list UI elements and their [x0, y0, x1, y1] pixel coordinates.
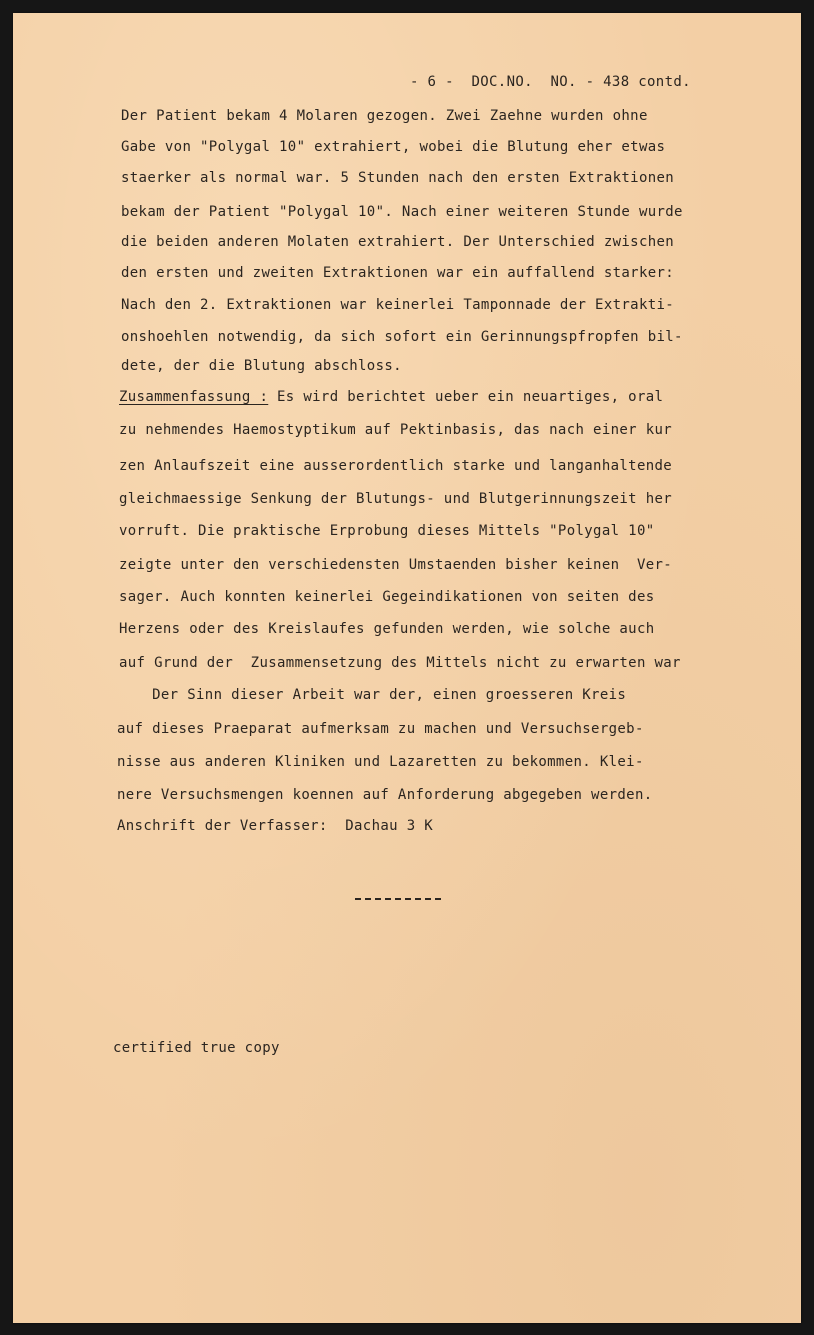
body-line: nere Versuchsmengen koennen auf Anforderung abgegeben werden.	[117, 787, 653, 803]
body-line: die beiden anderen Molaten extrahiert. Der Unterschied zwischen	[121, 234, 675, 250]
body-line: Der Sinn dieser Arbeit war der, einen groesseren Kreis	[117, 687, 627, 703]
body-line: Der Patient bekam 4 Molaren gezogen. Zwei Zaehne wurden ohne	[121, 108, 648, 124]
body-line: zen Anlaufszeit eine ausserordentlich starke und langanhaltende	[119, 458, 673, 474]
author-address: Anschrift der Verfasser: Dachau 3 K	[117, 818, 434, 834]
body-line: zeigte unter den verschiedensten Umstaenden bisher keinen Ver-	[119, 557, 673, 573]
body-line: onshoehlen notwendig, da sich sofort ein Gerinnungspfropfen bil-	[121, 329, 683, 345]
body-line: staerker als normal war. 5 Stunden nach den ersten Extraktionen	[121, 170, 675, 186]
summary-first-line	[119, 388, 663, 406]
body-line: sager. Auch konnten keinerlei Gegeindikationen von seiten des	[119, 589, 655, 605]
page-reference: - 6 - DOC.NO. NO. - 438 contd.	[410, 74, 691, 90]
body-line: vorruft. Die praktische Erprobung dieses Mittels "Polygal 10"	[119, 523, 655, 539]
body-line: nisse aus anderen Kliniken und Lazaretten zu bekommen. Klei-	[117, 754, 644, 770]
body-line: bekam der Patient "Polygal 10". Nach einer weiteren Stunde wurde	[121, 204, 683, 220]
summary-heading: Zusammenfassung :	[119, 389, 269, 405]
summary-first-text: Es wird berichtet ueber ein neuartiges, oral	[268, 389, 664, 405]
body-line: gleichmaessige Senkung der Blutungs- und Blutgerinnungszeit her	[119, 491, 673, 507]
body-line: Nach den 2. Extraktionen war keinerlei Tamponnade der Extrakti-	[121, 297, 675, 313]
body-line: Herzens oder des Kreislaufes gefunden werden, wie solche auch	[119, 621, 655, 637]
body-line: dete, der die Blutung abschloss.	[121, 358, 402, 374]
document-page	[13, 13, 801, 1323]
body-line: auf Grund der Zusammensetzung des Mittels nicht zu erwarten war	[119, 655, 681, 671]
body-line: auf dieses Praeparat aufmerksam zu machen und Versuchsergeb-	[117, 721, 644, 737]
separator-dashes	[355, 898, 441, 900]
certification-note: certified true copy	[113, 1040, 280, 1056]
body-line: Gabe von "Polygal 10" extrahiert, wobei die Blutung eher etwas	[121, 139, 666, 155]
body-line: zu nehmendes Haemostyptikum auf Pektinbasis, das nach einer kur	[119, 422, 673, 438]
body-line: den ersten und zweiten Extraktionen war ein auffallend starker:	[121, 265, 675, 281]
